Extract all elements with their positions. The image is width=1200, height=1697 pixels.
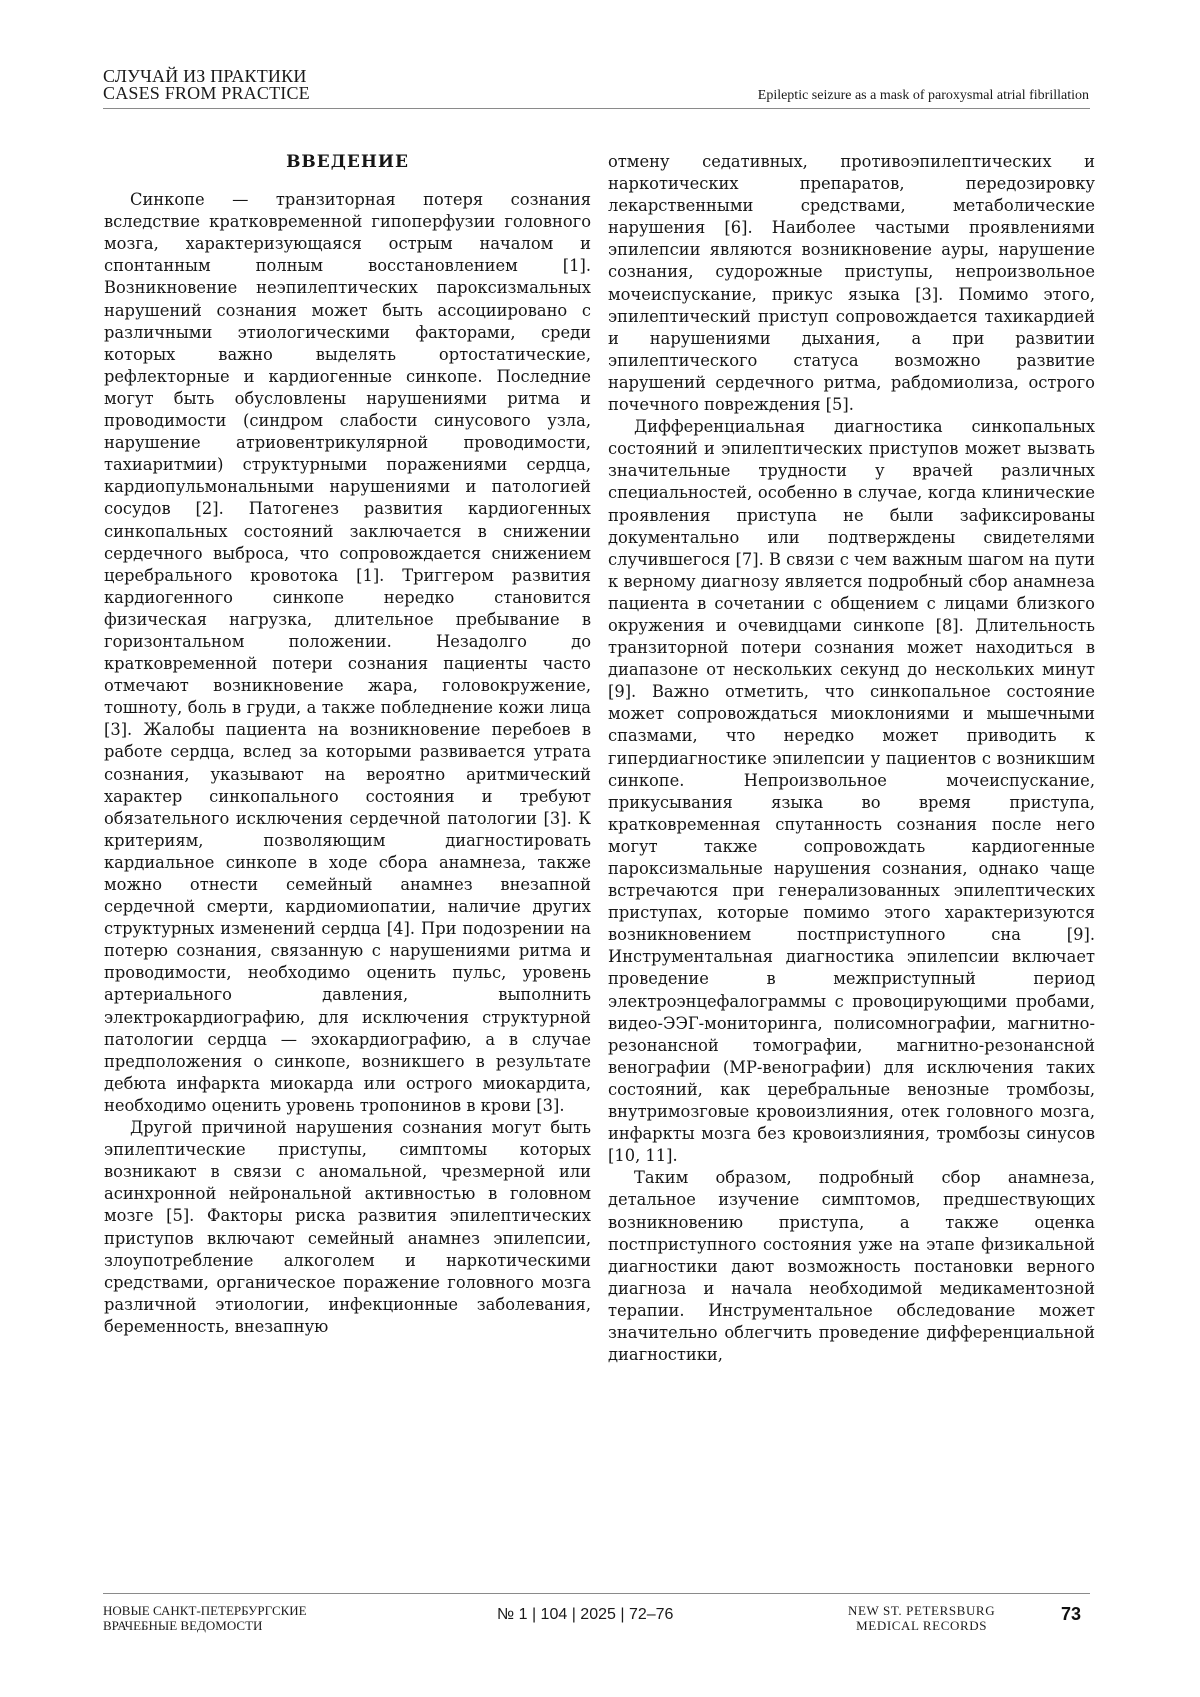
journal-name-en-line2: MEDICAL RECORDS [856,1618,988,1633]
header-divider [103,108,1090,109]
paragraph-continued: отмену седативных, противоэпилептических и наркотических препаратов, передозировку лекарственными средствами, метаболические нарушения [6]. Наиболее частыми проявлениями эпилепсии являются возникновение ауры, нарушение сознания, судорожные приступы, непроизвольное мочеиспускание, прикус языка [3]. Помимо этого, эпилептический приступ сопровождается тахикардией и нарушениями дыхания, а при развитии эпилептического статуса возможно развитие нарушений сердечного ритма, рабдомиолиза, острого почечного повреждения [5]. [608,152,1095,415]
journal-name-en-line1: NEW ST. PETERSBURG [848,1603,996,1618]
paragraph: Дифференциальная диагностика синкопальных состояний и эпилептических приступов может вызвать значительные трудности у врачей различных специальностей, особенно в случае, когда клинические проявления приступа не были зафиксированы документально или подтверждены свидетелями случившегося [7]. В связи с чем важным шагом на пути к верному диагнозу является подробный сбор анамнеза пациента в сочетании с общением с лицами близкого окружения и очевидцами синкопе [8]. Длительность транзиторной потери сознания может находиться в диапазоне от нескольких секунд до нескольких минут [9]. Важно отметить, что синкопальное состояние может сопровождаться миоклониями и мышечными спазмами, что нередко может приводить к гипердиагностике эпилепсии у пациентов с возникшим синкопе. Непроизвольное мочеиспускание, прикусывания языка во время приступа, кратковременная спутанность сознания после него могут также сопровождать кардиогенные пароксизмальные нарушения сознания, однако чаще встречаются при генерализованных эпилептических приступах, которые помимо этого характеризуются возникновением постприступного сна [9]. Инструментальная диагностика эпилепсии включает проведение в межприступный период электроэнцефалограммы с провоцирующими пробами, видео-ЭЭГ-мониторинга, полисомнографии, магнитно-резонансной томографии, магнитно-резонансной венографии (МР-венографии) для исключения таких состояний, как церебральные венозные тромбозы, внутримозговые кровоизлияния, отек головного мозга, инфаркты мозга без кровоизлияния, тромбозы синусов [10, 11]. [608,417,1095,1166]
page-number: 73 [1061,1604,1082,1624]
section-heading: ВВЕДЕНИЕ [286,152,409,172]
paragraph: Другой причиной нарушения сознания могут быть эпилептические приступы, симптомы которых возникают в связи с аномальной, чрезмерной или асинхронной нейрональной активностью в головном мозге [5]. Факторы риска развития эпилептических приступов включают семейный анамнез эпилепсии, злоупотребление алкоголем и наркотическими средствами, органическое поражение головного мозга различной этиологии, инфекционные заболевания, беременность, внезапную [104,1118,591,1336]
running-title: Epileptic seizure as a mask of paroxysmal atrial fibrillation [757,88,1089,103]
section-title-en: CASES FROM PRACTICE [103,83,310,103]
footer-divider [103,1593,1090,1594]
issue-info: № 1 | 104 | 2025 | 72–76 [497,1606,674,1623]
section-header [103,68,310,102]
section-title-ru: СЛУЧАЙ ИЗ ПРАКТИКИ [103,66,307,86]
paragraph: Синкопе — транзиторная потеря сознания вследствие кратковременной гипоперфузии головного мозга, характеризующаяся острым началом и спонтанным полным восстановлением [1]. Возникновение неэпилептических пароксизмальных нарушений сознания может быть ассоциировано с различными этиологическими факторами, среди которых важно выделять ортостатические, рефлекторные и кардиогенные синкопе. Последние могут быть обусловлены нарушениями ритма и проводимости (синдром слабости синусового узла, нарушение атриовентрикулярной проводимости, тахиаритмии) структурными поражениями сердца, кардиопульмональными нарушениями и патологией сосудов [2]. Патогенез развития кардиогенных синкопальных состояний заключается в снижении сердечного выброса, что сопровождается снижением церебрального кровотока [1]. Триггером развития кардиогенного синкопе нередко становится физическая нагрузка, длительное пребывание в горизонтальном положении. Незадолго до кратковременной потери сознания пациенты часто отмечают возникновение жара, головокружение, тошноту, боль в груди, а также побледнение кожи лица [3]. Жалобы пациента на возникновение перебоев в работе сердца, вслед за которыми развивается утрата сознания, указывают на вероятно аритмический характер синкопального состояния и требуют обязательного исключения сердечной патологии [3]. К критериям, позволяющим диагностировать кардиальное синкопе в ходе сбора анамнеза, также можно отнести семейный анамнез внезапной сердечной смерти, кардиомиопатии, наличие других структурных изменений сердца [4]. При подозрении на потерю сознания, связанную с нарушениями ритма и проводимости, необходимо оценить пульс, уровень артериального давления, выполнить электрокардиографию, для исключения структурной патологии сердца — эхокардиографию, а в случае предположения о синкопе, возникшего в результате дебюта инфаркта миокарда или острого миокардита, необходимо оценить уровень тропонинов в крови [3]. [104,190,591,1115]
journal-name-ru [103,1603,307,1633]
left-column [104,148,591,1338]
journal-name-ru-line1: НОВЫЕ САНКТ-ПЕТЕРБУРГСКИЕ [103,1603,307,1618]
journal-name-en [848,1603,995,1633]
journal-name-ru-line2: ВРАЧЕБНЫЕ ВЕДОМОСТИ [103,1618,263,1633]
right-column [608,151,1095,1366]
paragraph: Таким образом, подробный сбор анамнеза, детальное изучение симптомов, предшествующих возникновению приступа, а также оценка постприступного состояния уже на этапе физикальной диагностики дают возможность постановки верного диагноза и начала необходимой медикаментозной терапии. Инструментальное обследование может значительно облегчить проведение дифференциальной диагностики, [608,1168,1095,1365]
